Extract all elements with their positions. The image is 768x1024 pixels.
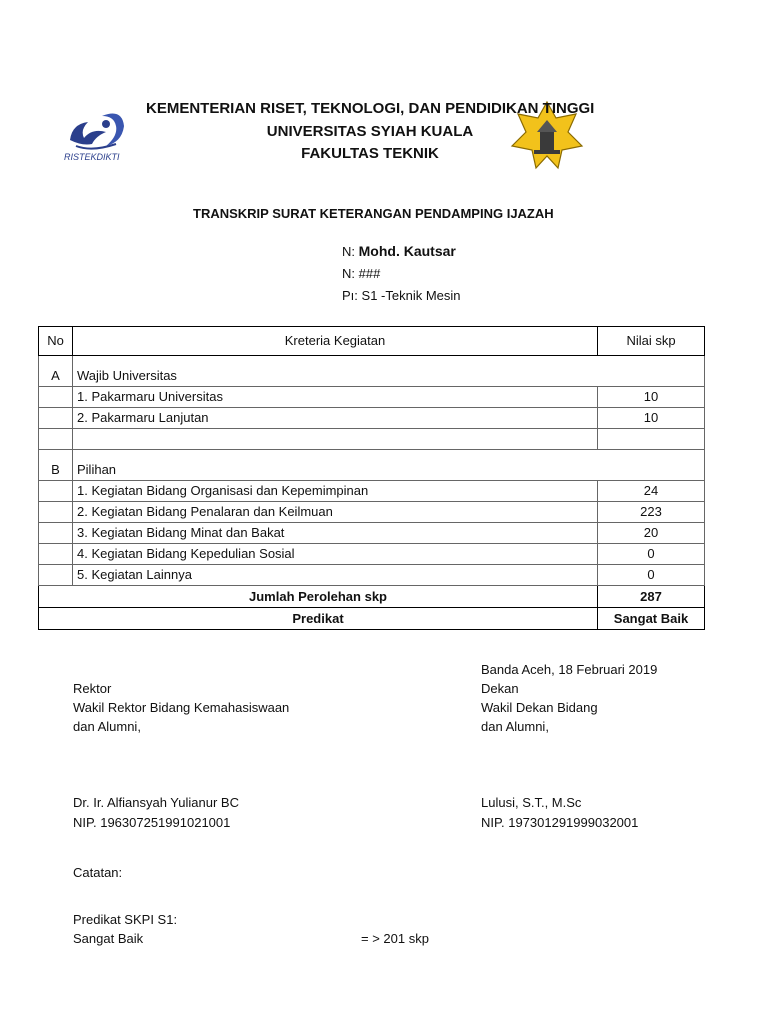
prodi-label: Pı <box>342 288 355 303</box>
total-row <box>39 586 705 608</box>
row-label: 4. Kegiatan Bidang Kepedulian Sosial <box>73 544 598 565</box>
group-b-no: B <box>39 460 73 481</box>
ministry-heading: KEMENTERIAN RISET, TEKNOLOGI, DAN PENDIDIKAN TINGGI <box>146 100 595 117</box>
row-score: 10 <box>598 387 705 408</box>
group-a-no: A <box>39 366 73 387</box>
table-row <box>39 523 705 544</box>
row-label: 1. Pakarmaru Universitas <box>73 387 598 408</box>
student-prodi: S1 -Teknik Mesin <box>361 288 461 303</box>
row-score: 10 <box>598 408 705 429</box>
empty-row <box>39 429 705 450</box>
table-row <box>39 544 705 565</box>
table-row <box>39 565 705 586</box>
nim-label: N <box>342 266 352 281</box>
header-no: No <box>39 327 73 356</box>
university-heading: UNIVERSITAS SYIAH KUALA <box>266 123 474 140</box>
document-title: TRANSKRIP SURAT KETERANGAN PENDAMPING IJAZAH <box>193 206 554 221</box>
table-row <box>39 481 705 502</box>
table-row <box>39 502 705 523</box>
notes-threshold: = > 201 skp <box>361 931 429 946</box>
row-label: 3. Kegiatan Bidang Minat dan Bakat <box>73 523 598 544</box>
spacer-row <box>39 356 705 367</box>
row-score: 20 <box>598 523 705 544</box>
row-label: 1. Kegiatan Bidang Organisasi dan Kepemimpinan <box>73 481 598 502</box>
faculty-heading: FAKULTAS TEKNIK <box>301 145 439 162</box>
notes-label: Catatan: <box>73 865 123 880</box>
notes-grade: Sangat Baik <box>73 931 144 946</box>
notes-predicate-title: Predikat SKPI S1: <box>73 912 178 927</box>
left-signatory-name: Dr. Ir. Alfiansyah Yulianur BC <box>73 795 239 810</box>
header-score: Nilai skp <box>598 327 705 356</box>
student-name: Mohd. Kautsar <box>358 243 456 259</box>
row-score: 223 <box>598 502 705 523</box>
right-title-3: dan Alumni, <box>481 719 549 734</box>
row-score: 0 <box>598 544 705 565</box>
total-value: 287 <box>598 586 705 608</box>
total-label: Jumlah Perolehan skp <box>39 586 598 608</box>
predicate-value: Sangat Baik <box>598 608 705 630</box>
student-nim: ### <box>358 266 381 281</box>
predicate-label: Predikat <box>39 608 598 630</box>
table-row <box>39 387 705 408</box>
right-signatory-nip: NIP. 197301291999032001 <box>481 815 639 830</box>
right-title-2: Wakil Dekan Bidang <box>481 700 598 715</box>
row-label: 5. Kegiatan Lainnya <box>73 565 598 586</box>
table-row <box>39 408 705 429</box>
group-a-row <box>39 366 705 387</box>
left-title-3: dan Alumni, <box>73 719 141 734</box>
skp-table <box>38 326 705 630</box>
left-title-1: Rektor <box>73 681 112 696</box>
table-header-row <box>39 327 705 356</box>
row-label: 2. Kegiatan Bidang Penalaran dan Keilmuan <box>73 502 598 523</box>
row-score: 0 <box>598 565 705 586</box>
header-criteria: Kreteria Kegiatan <box>73 327 598 356</box>
right-signatory-name: Lulusi, S.T., M.Sc <box>481 795 582 810</box>
row-label: 2. Pakarmaru Lanjutan <box>73 408 598 429</box>
ristekdikti-logo-text: RISTEKDIKTI <box>64 152 120 162</box>
group-b-row <box>39 460 705 481</box>
student-nim-line: N: ### <box>342 266 381 281</box>
left-title-2: Wakil Rektor Bidang Kemahasiswaan <box>73 700 290 715</box>
left-signatory-nip: NIP. 196307251991021001 <box>73 815 231 830</box>
spacer-row <box>39 450 705 461</box>
student-name-line: N: Mohd. Kautsar <box>342 243 456 259</box>
student-prodi-line: Pı: S1 -Teknik Mesin <box>342 288 461 303</box>
predicate-row <box>39 608 705 630</box>
place-date: Banda Aceh, 18 Februari 2019 <box>481 662 658 677</box>
group-a-label: Wajib Universitas <box>73 366 705 387</box>
right-title-1: Dekan <box>481 681 519 696</box>
name-label: N <box>342 244 352 259</box>
group-b-label: Pilihan <box>73 460 705 481</box>
row-score: 24 <box>598 481 705 502</box>
